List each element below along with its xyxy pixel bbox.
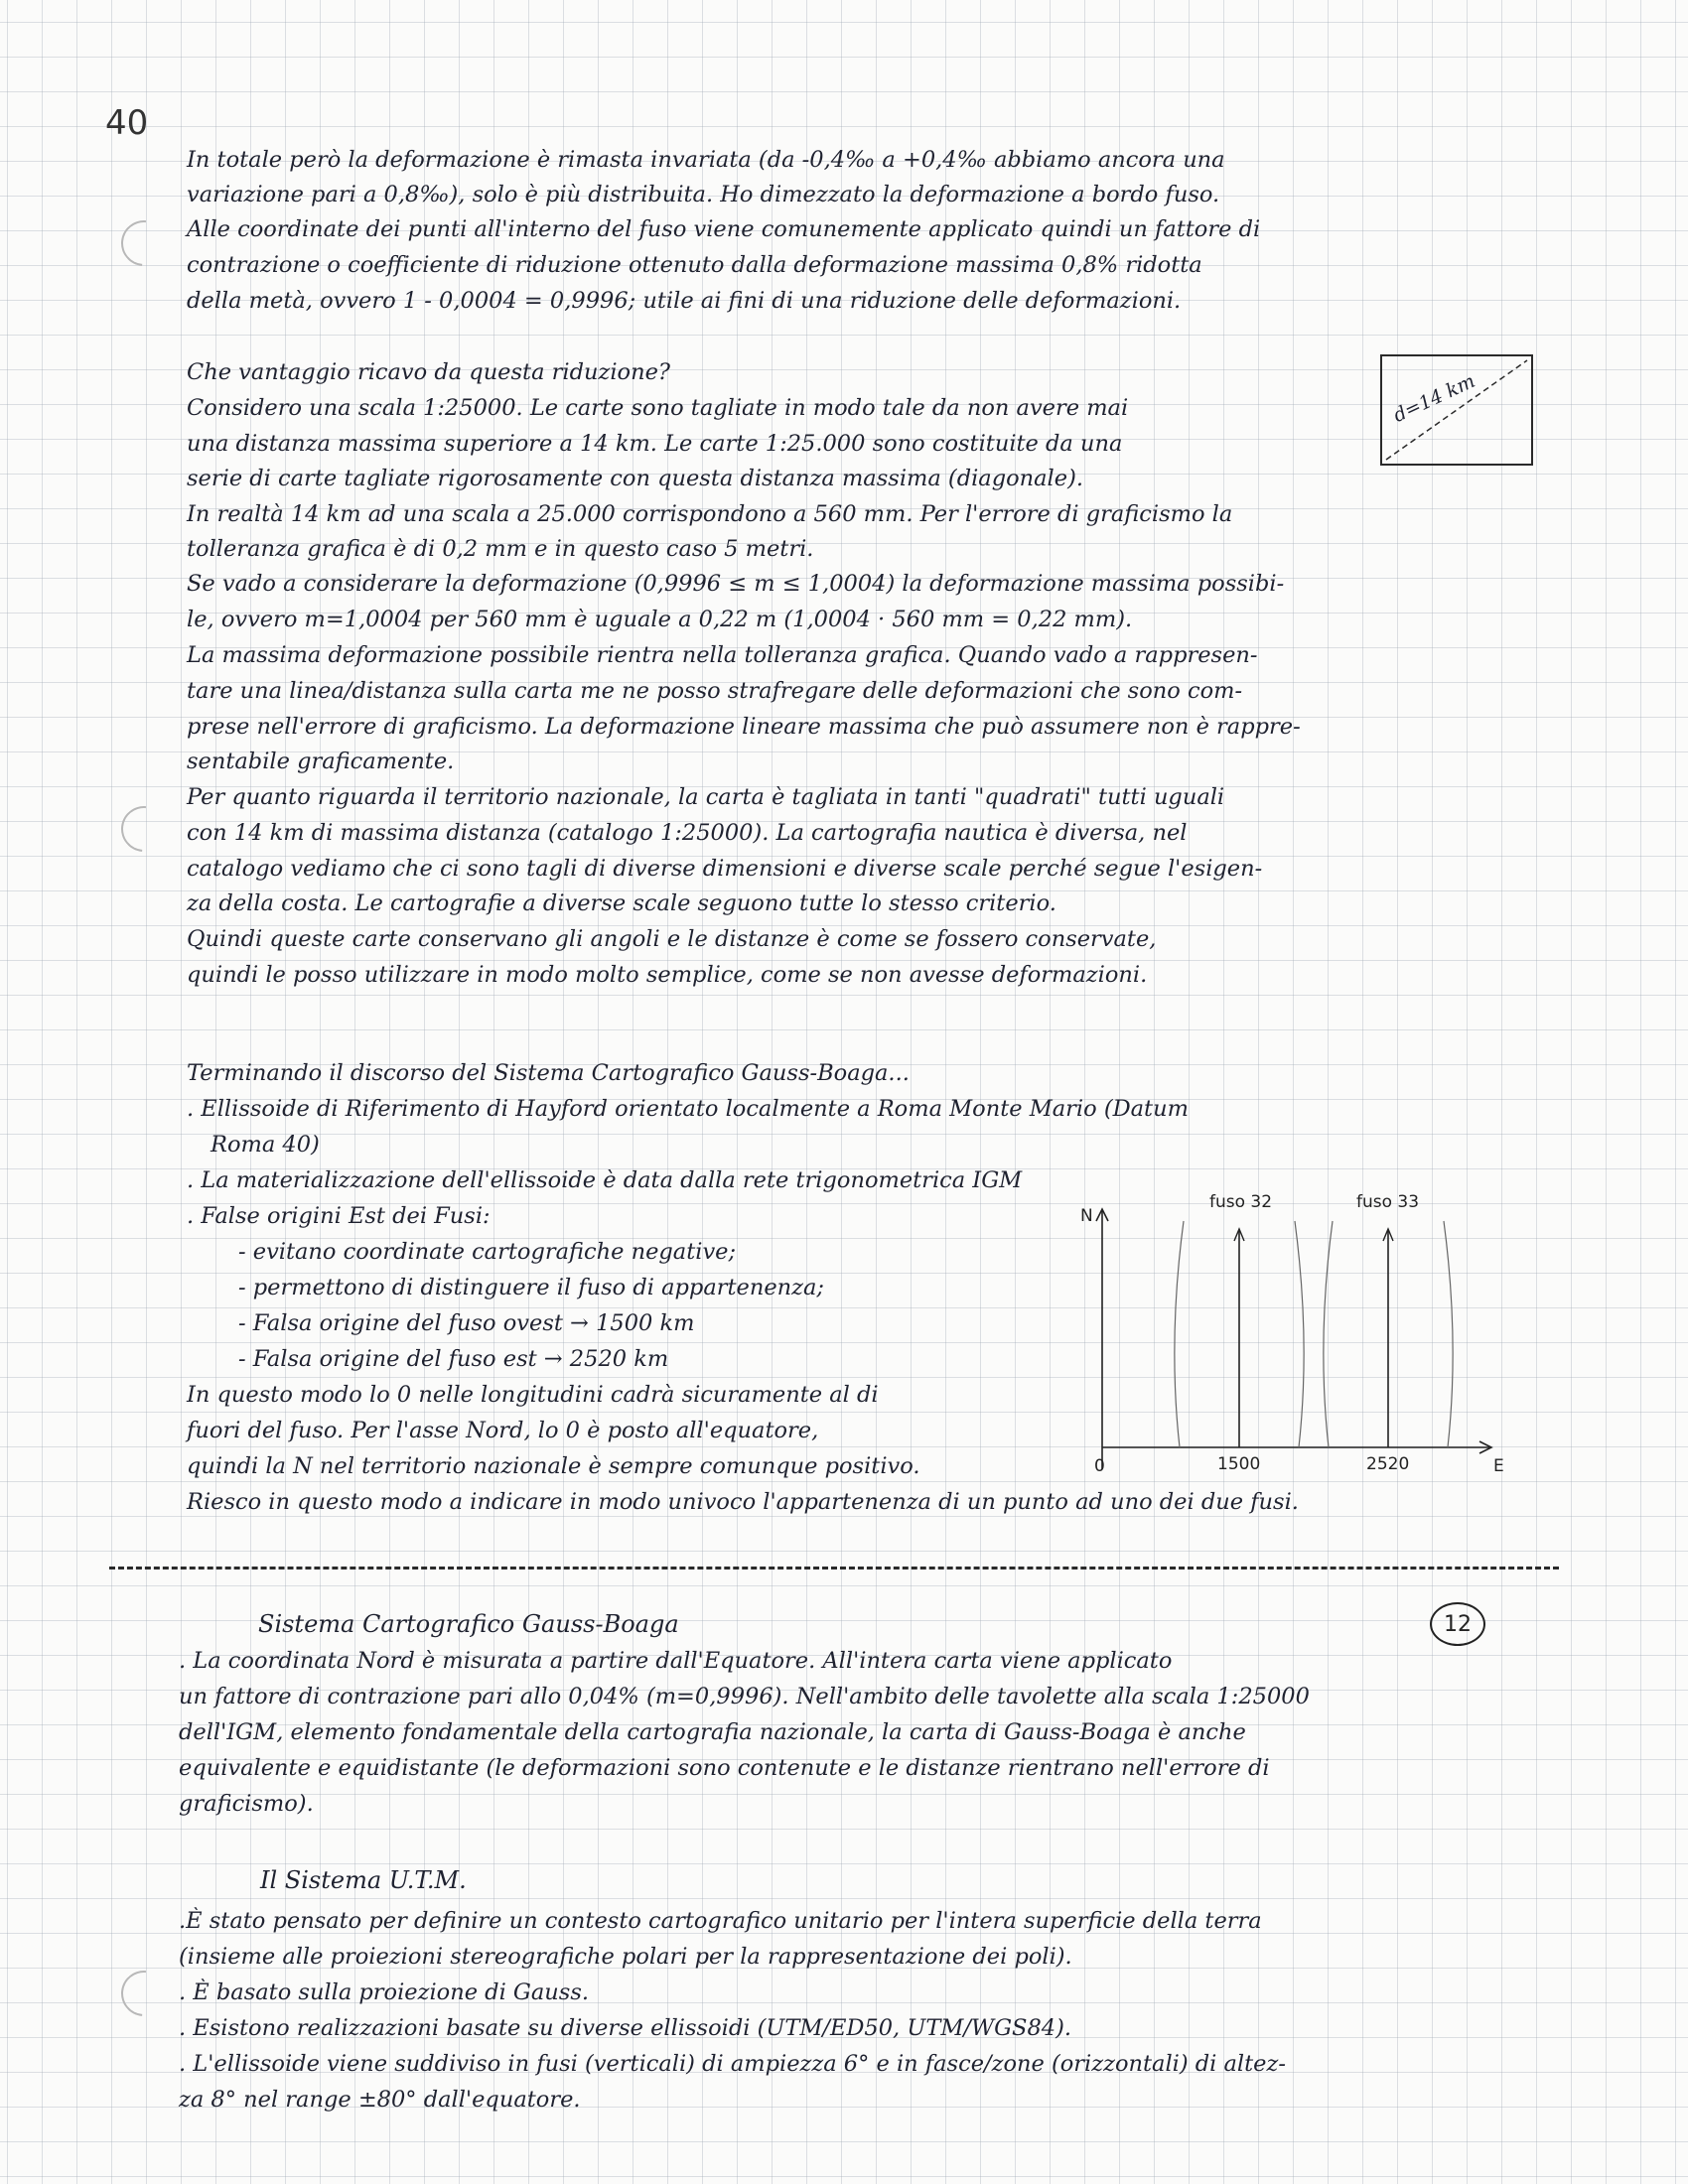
fuso-32-label: fuso 32: [1209, 1192, 1273, 1212]
text-line: (insieme alle proiezioni stereografiche polari per la rappresentazione dei poli).: [179, 1944, 1072, 1970]
text-line: una distanza massima superiore a 14 km. Le carte 1:25.000 sono costituite da una: [187, 431, 1123, 457]
text-line: sentabile graficamente.: [187, 749, 455, 774]
text-line: contrazione o coefficiente di riduzione ottenuto dalla deformazione massima 0,8% ridotta: [187, 252, 1202, 278]
origin-label: 0: [1094, 1456, 1105, 1476]
text-line: della metà, ovvero 1 - 0,0004 = 0,9996; utile ai fini di una riduzione delle deformazioni.: [187, 288, 1182, 314]
text-line: catalogo vediamo che ci sono tagli di diverse dimensioni e diverse scale perché segue l'esigen-: [187, 856, 1263, 882]
text-line: . L'ellissoide viene suddiviso in fusi (verticali) di ampiezza 6° e in fasce/zone (orizzontali) di altez-: [179, 2051, 1286, 2077]
bullet-item: . Ellissoide di Riferimento di Hayford orientato localmente a Roma Monte Mario (Datum: [187, 1096, 1189, 1122]
sub-bullet-item: - Falsa origine del fuso est → 2520 km: [238, 1346, 669, 1372]
text-line: un fattore di contrazione pari allo 0,04% (m=0,9996). Nell'ambito delle tavolette alla scala 1:25000: [179, 1684, 1310, 1709]
text-line: Riesco in questo modo a indicare in modo univoco l'appartenenza di un punto ad uno dei due fusi.: [187, 1489, 1299, 1515]
section-intro: Terminando il discorso del Sistema Cartografico Gauss-Boaga...: [187, 1060, 910, 1086]
text-line: le, ovvero m=1,0004 per 560 mm è uguale a 0,22 m (1,0004 · 560 mm = 0,22 mm).: [187, 607, 1133, 632]
text-line: .È stato pensato per definire un contesto cartografico unitario per l'intera superficie della terra: [179, 1908, 1262, 1934]
text-line: tare una linea/distanza sulla carta me ne posso strafregare delle deformazioni che sono com-: [187, 678, 1243, 704]
section-divider: [109, 1567, 1559, 1570]
fuso-33-west-edge: [1324, 1221, 1333, 1447]
text-line: quindi la N nel territorio nazionale è sempre comunque positivo.: [187, 1453, 920, 1479]
text-line: graficismo).: [179, 1791, 314, 1817]
text-line: . È basato sulla proiezione di Gauss.: [179, 1979, 590, 2005]
bullet-item-cont: Roma 40): [211, 1132, 320, 1158]
text-line: equivalente e equidistante (le deformazioni sono contenute e le distanze rientrano nell'errore di: [179, 1755, 1270, 1781]
text-line: In realtà 14 km ad una scala a 25.000 corrispondono a 560 mm. Per l'errore di graficismo la: [187, 501, 1233, 527]
text-line: tolleranza grafica è di 0,2 mm e in questo caso 5 metri.: [187, 536, 814, 562]
text-line: za della costa. Le cartografie a diverse scale seguono tutte lo stesso criterio.: [187, 890, 1056, 916]
bullet-item: . La materializzazione dell'ellissoide è data dalla rete trigonometrica IGM: [187, 1167, 1023, 1193]
text-line: In questo modo lo 0 nelle longitudini cadrà sicuramente al di: [187, 1382, 879, 1408]
diagonal-label: d=14 km: [1390, 369, 1478, 427]
fuso-32-east-edge: [1295, 1221, 1304, 1447]
text-line: Per quanto riguarda il territorio nazionale, la carta è tagliata in tanti "quadrati" tutti uguali: [187, 784, 1225, 810]
text-line: In totale però la deformazione è rimasta invariata (da -0,4‰ a +0,4‰ abbiamo ancora una: [187, 147, 1225, 173]
section-title-utm: Il Sistema U.T.M.: [260, 1866, 467, 1894]
sub-bullet-item: - evitano coordinate cartografiche negative;: [238, 1239, 737, 1265]
tick-1500-label: 1500: [1217, 1454, 1261, 1474]
text-line: quindi le posso utilizzare in modo molto semplice, come se non avesse deformazioni.: [187, 962, 1148, 988]
punch-hole: [112, 797, 177, 862]
fuso-32-west-edge: [1175, 1221, 1184, 1447]
section-number-badge: 12: [1430, 1602, 1485, 1646]
text-line: Considero una scala 1:25000. Le carte sono tagliate in modo tale da non avere mai: [187, 395, 1129, 421]
text-line: Se vado a considerare la deformazione (0,9996 ≤ m ≤ 1,0004) la deformazione massima possibi-: [187, 571, 1285, 597]
punch-hole: [112, 1962, 177, 2026]
page-number: 40: [105, 103, 149, 143]
text-line: prese nell'errore di graficismo. La deformazione lineare massima che può assumere non è rappre-: [187, 714, 1301, 740]
text-line: con 14 km di massima distanza (catalogo 1:25000). La cartografia nautica è diversa, nel: [187, 820, 1188, 846]
text-line: . Esistono realizzazioni basate su diverse ellissoidi (UTM/ED50, UTM/WGS84).: [179, 2015, 1072, 2041]
text-line: Alle coordinate dei punti all'interno del fuso viene comunemente applicato quindi un fattore di: [187, 216, 1261, 242]
tick-2520-label: 2520: [1366, 1454, 1410, 1474]
bullet-item: . False origini Est dei Fusi:: [187, 1203, 491, 1229]
section-title-gauss-boaga: Sistema Cartografico Gauss-Boaga: [258, 1610, 679, 1638]
text-line: serie di carte tagliate rigorosamente con questa distanza massima (diagonale).: [187, 466, 1083, 491]
axis-n-label: N: [1080, 1206, 1093, 1226]
sub-bullet-item: - Falsa origine del fuso ovest → 1500 km: [238, 1310, 695, 1336]
text-line: Quindi queste carte conservano gli angoli e le distanze è come se fossero conservate,: [187, 926, 1157, 952]
false-origin-sketch: [1072, 1191, 1509, 1489]
question-heading: Che vantaggio ricavo da questa riduzione?: [187, 359, 670, 385]
sub-bullet-item: - permettono di distinguere il fuso di appartenenza;: [238, 1275, 825, 1300]
text-line: fuori del fuso. Per l'asse Nord, lo 0 è posto all'equatore,: [187, 1418, 819, 1443]
text-line: . La coordinata Nord è misurata a partire dall'Equatore. All'intera carta viene applicato: [179, 1648, 1173, 1674]
text-line: variazione pari a 0,8‰), solo è più distribuita. Ho dimezzato la deformazione a bordo fuso.: [187, 182, 1220, 207]
axis-e-label: E: [1493, 1456, 1504, 1476]
punch-hole: [112, 211, 177, 276]
text-line: dell'IGM, elemento fondamentale della cartografia nazionale, la carta di Gauss-Boaga è anche: [179, 1719, 1246, 1745]
fuso-33-label: fuso 33: [1356, 1192, 1420, 1212]
text-line: za 8° nel range ±80° dall'equatore.: [179, 2087, 581, 2113]
text-line: La massima deformazione possibile rientra nella tolleranza grafica. Quando vado a rappresen-: [187, 642, 1258, 668]
fuso-33-east-edge: [1444, 1221, 1453, 1447]
